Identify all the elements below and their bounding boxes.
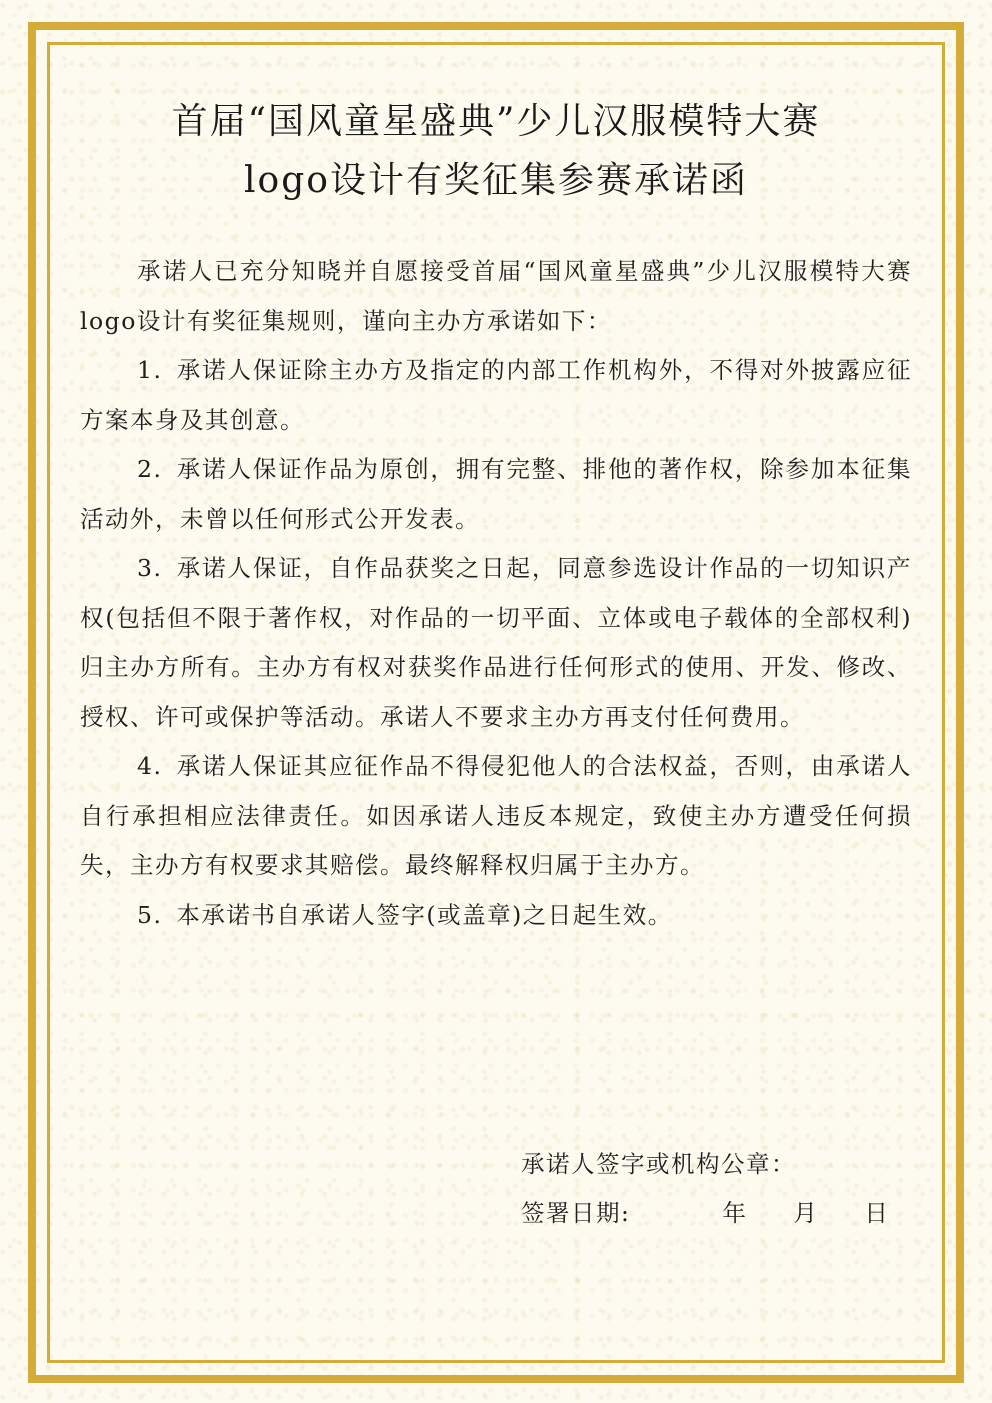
clause-number: 3. bbox=[137, 554, 163, 582]
clause-text: 承诺人保证其应征作品不得侵犯他人的合法权益，否则，由承诺人自行承担相应法律责任。如因承诺人违反本规定，致使主办方遭受任何损失，主办方有权要求其赔偿。最终解释权归属于主办方。 bbox=[80, 752, 912, 879]
date-year: 年 bbox=[722, 1199, 748, 1227]
clause-3 bbox=[80, 544, 912, 742]
date-line bbox=[521, 1194, 889, 1228]
clause-text: 承诺人保证，自作品获奖之日起，同意参选设计作品的一切知识产权(包括但不限于著作权，对作品的一切平面、立体或电子载体的全部权利)归主办方所有。主办方有权对获奖作品进行任何形式的使用、开发、修改、授权、许可或保护等活动。承诺人不要求主办方再支付任何费用。 bbox=[80, 554, 912, 731]
clause-4 bbox=[80, 742, 912, 891]
clause-number: 4. bbox=[137, 752, 163, 780]
clause-2 bbox=[80, 445, 912, 544]
clause-number: 2. bbox=[137, 455, 163, 483]
clause-text: 承诺人保证除主办方及指定的内部工作机构外，不得对外披露应征方案本身及其创意。 bbox=[80, 356, 912, 434]
document-title-line-1: 首届“国风童星盛典”少儿汉服模特大赛 bbox=[171, 101, 821, 142]
intro-paragraph: 承诺人已充分知晓并自愿接受首届“国风童星盛典”少儿汉服模特大赛logo设计有奖征集规则，谨向主办方承诺如下： bbox=[80, 257, 912, 335]
clause-5 bbox=[80, 891, 912, 941]
clause-number: 5. bbox=[137, 900, 163, 929]
document-body bbox=[80, 247, 912, 940]
clause-number: 1. bbox=[137, 356, 163, 384]
clause-text: 本承诺书自承诺人签字(或盖章)之日起生效。 bbox=[176, 900, 673, 929]
document-title-line-2: logo设计有奖征集参赛承诺函 bbox=[244, 160, 748, 201]
date-day: 日 bbox=[864, 1199, 890, 1227]
clause-text: 承诺人保证作品为原创，拥有完整、排他的著作权，除参加本征集活动外，未曾以任何形式公开发表。 bbox=[80, 455, 912, 533]
date-month: 月 bbox=[793, 1199, 819, 1227]
clause-1 bbox=[80, 346, 912, 445]
signature-line: 承诺人签字或机构公章： bbox=[521, 1150, 796, 1178]
date-label: 签署日期: bbox=[521, 1199, 631, 1227]
